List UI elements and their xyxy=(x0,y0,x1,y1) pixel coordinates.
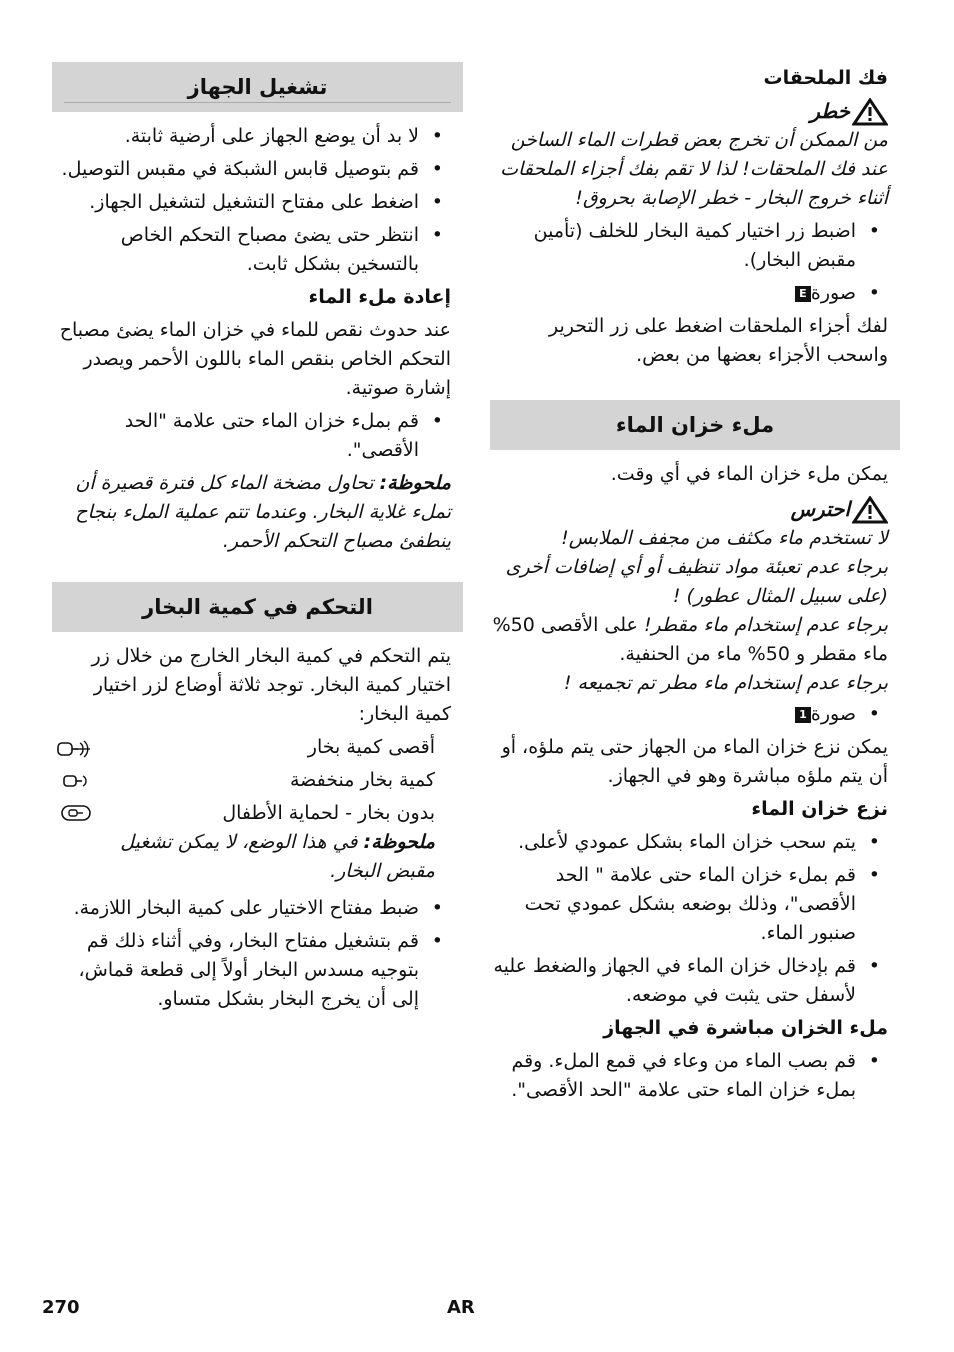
steam-option-none xyxy=(52,799,451,886)
steam-intro: يتم التحكم في كمية البخار الخارج من خلال زر اختيار كمية البخار. توجد ثلاثة أوضاع لزر اختيار كمية البخار: xyxy=(91,645,451,725)
figure-1-icon: 1 xyxy=(795,707,811,723)
detach-title: فك الملحقات xyxy=(763,67,888,89)
option-label: كمية بخار منخفضة xyxy=(290,769,435,791)
option-label: أقصى كمية بخار xyxy=(307,736,435,758)
detach-accessories-section xyxy=(490,64,900,370)
refill-para: عند حدوث نقص للماء في خزان الماء يضئ مصباح التحكم الخاص بنقص الماء باللون الأحمر ويصدر إشارة صوتية. xyxy=(59,319,451,399)
figure-e-icon: E xyxy=(795,286,811,302)
max-steam-icon xyxy=(56,737,92,761)
distilled-water-note xyxy=(490,611,888,669)
operation-section xyxy=(52,122,463,556)
list-item: • انتظر حتى يضئ مصباح التحكم الخاص بالتسخين بشكل ثابت. xyxy=(52,221,451,279)
list-item: • قم بتوصيل قابس الشبكة في مقبس التوصيل. xyxy=(52,155,451,184)
remove-tank-heading: نزع خزان الماء xyxy=(751,798,888,820)
steam-control-section xyxy=(52,642,463,1014)
list-item: • ضبط مفتاح الاختيار على كمية البخار اللازمة. xyxy=(52,894,451,923)
refill-heading: إعادة ملء الماء xyxy=(308,286,451,308)
detach-instructions: لفك أجزاء الملحقات اضغط على زر التحرير واسحب الأجزاء بعضها من بعض. xyxy=(548,315,888,366)
low-steam-icon xyxy=(62,770,92,792)
detach-list xyxy=(490,217,888,308)
right-column xyxy=(490,62,900,1109)
remove-tank-intro: يمكن نزع خزان الماء من الجهاز حتى يتم ملؤه، أو أن يتم ملؤه مباشرة وهو في الجهاز. xyxy=(501,736,888,787)
caution-heading xyxy=(490,495,888,524)
list-item: • اضبط زر اختيار كمية البخار للخلف (تأمين مقبض البخار). xyxy=(490,217,888,275)
figure-label: صورة xyxy=(810,282,856,304)
warning-triangle-icon xyxy=(852,496,888,524)
direct-fill-heading: ملء الخزان مباشرة في الجهاز xyxy=(603,1017,888,1039)
child-lock-icon xyxy=(60,803,92,823)
steam-steps-list xyxy=(52,894,451,1014)
remove-tank-list xyxy=(490,828,888,1010)
distilled-warning: برجاء عدم إستخدام ماء مقطر! xyxy=(643,614,888,636)
left-column xyxy=(52,62,463,1018)
warning-triangle-icon xyxy=(852,98,888,126)
steam-option-max xyxy=(52,733,451,762)
fill-intro: يمكن ملء خزان الماء في أي وقت. xyxy=(610,463,888,485)
danger-text: من الممكن أن تخرج بعض قطرات الماء الساخن عند فك الملحقات! لذا لا تقم بفك أجزاء الملحقات أثناء خروج البخار - خطر الإصابة بحروق! xyxy=(500,129,888,209)
list-item: • يتم سحب خزان الماء بشكل عمودي لأعلى. xyxy=(490,828,888,857)
caution-line: برجاء عدم تعبئة مواد تنظيف أو أي إضافات أخرى (على سبيل المثال عطور) ! xyxy=(505,556,888,607)
figure-list xyxy=(490,700,888,729)
list-item: • قم بملء خزان الماء حتى علامة "الحد الأقصى". xyxy=(52,407,451,465)
list-item: • لا بد أن يوضع الجهاز على أرضية ثابتة. xyxy=(52,122,451,151)
steam-option-low xyxy=(52,766,451,795)
fill-tank-header: ملء خزان الماء xyxy=(490,400,900,450)
child-lock-note xyxy=(92,828,435,886)
page-number: 270 xyxy=(42,1297,80,1318)
operation-list xyxy=(52,122,451,279)
rain-water-warning: برجاء عدم إستخدام ماء مطر تم تجميعه ! xyxy=(563,672,888,694)
direct-fill-list xyxy=(490,1047,888,1105)
list-item: • قم بصب الماء من وعاء في قمع الملء. وقم بملء خزان الماء حتى علامة "الحد الأقصى". xyxy=(490,1047,888,1105)
list-item: • اضغط على مفتاح التشغيل لتشغيل الجهاز. xyxy=(52,188,451,217)
note-label: ملحوظة: xyxy=(379,472,451,494)
caution-label: احترس xyxy=(790,497,850,521)
option-label: بدون بخار - لحماية الأطفال xyxy=(222,802,435,824)
refill-list xyxy=(52,407,451,465)
list-item: • قم بإدخال خزان الماء في الجهاز والضغط عليه لأسفل حتى يثبت في موضعه. xyxy=(490,952,888,1010)
operation-header: تشغيل الجهاز xyxy=(52,62,463,112)
danger-heading xyxy=(490,97,888,126)
fill-tank-section xyxy=(490,460,900,1105)
caution-line: لا تستخدم ماء مكثف من مجفف الملابس! xyxy=(561,527,888,549)
steam-control-header: التحكم في كمية البخار xyxy=(52,582,463,632)
list-item: • قم بتشغيل مفتاح البخار، وفي أثناء ذلك قم بتوجيه مسدس البخار أولاً إلى قطعة قماش، إلى أن يخرج البخار بشكل متساو. xyxy=(52,927,451,1014)
note-text: في هذا الوضع، لا يمكن تشغيل مقبض البخار. xyxy=(120,831,435,882)
language-code: AR xyxy=(447,1297,475,1318)
list-item-figure xyxy=(490,279,888,308)
pump-note xyxy=(52,469,451,556)
list-item: • قم بملء خزان الماء حتى علامة " الحد الأقصى"، وذلك بوضعه بشكل عمودي تحت صنبور الماء. xyxy=(490,861,888,948)
list-item-figure xyxy=(490,700,888,729)
note-label: ملحوظة: xyxy=(363,831,435,853)
distilled-ratio: على الأقصى 50% ماء مقطر و 50% ماء من الحنفية. xyxy=(492,614,888,665)
danger-label: خطر xyxy=(810,99,850,123)
note-text: تحاول مضخة الماء كل فترة قصيرة أن تملء غلاية البخار. وعندما تتم عملية الملء بنجاح ينطفئ مصباح التحكم الأحمر. xyxy=(75,472,451,552)
figure-label: صورة xyxy=(810,703,856,725)
